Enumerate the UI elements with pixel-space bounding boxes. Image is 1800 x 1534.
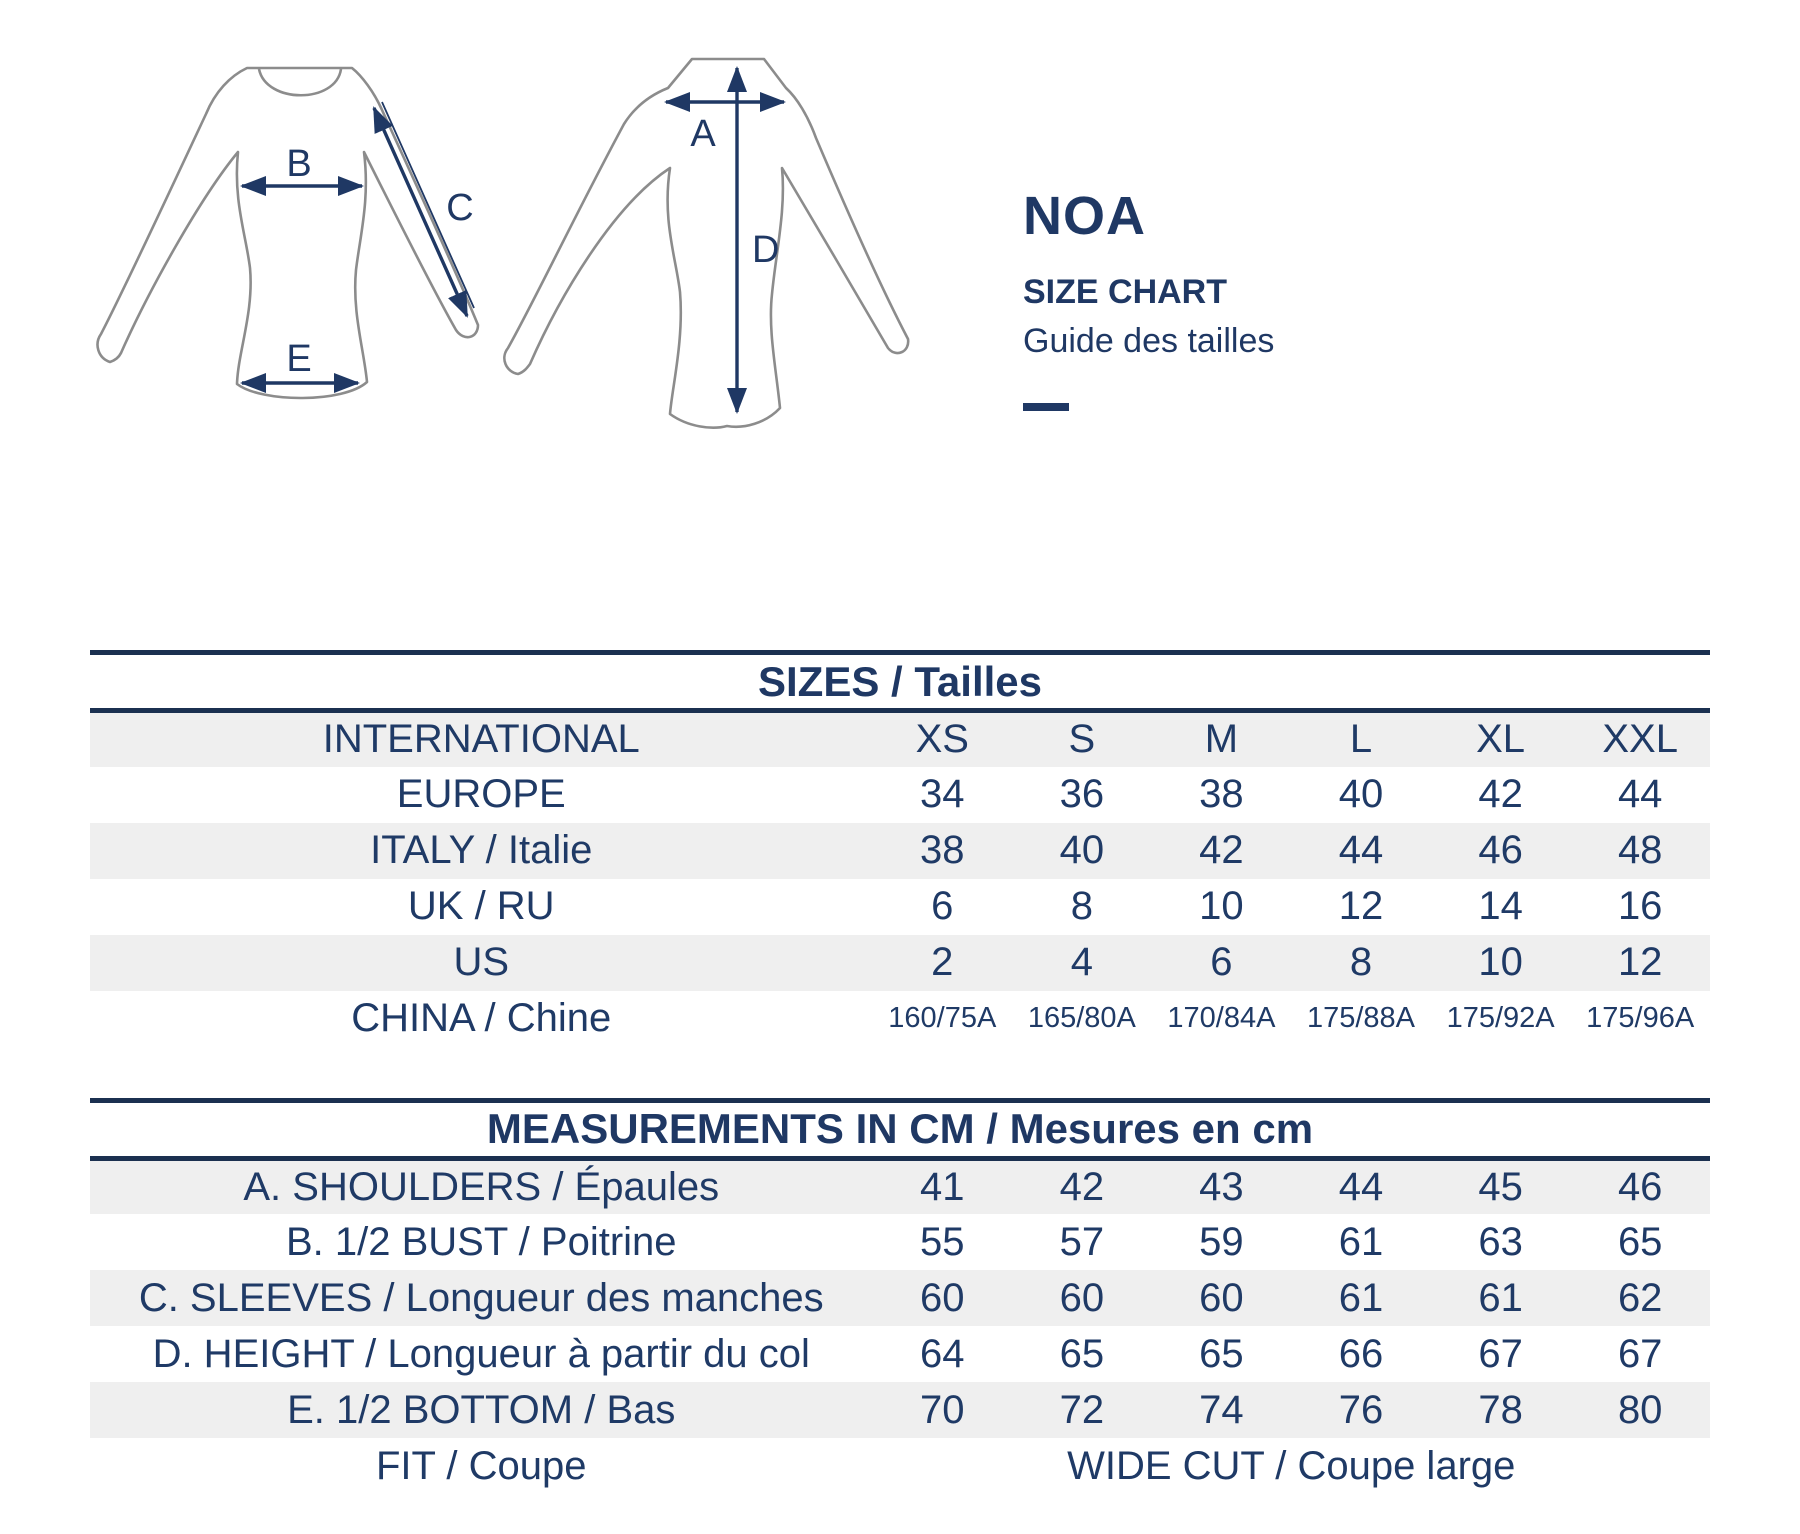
garment-measurement-diagram (0, 0, 980, 460)
measure-value: 42 (1012, 1158, 1152, 1214)
measure-value: 65 (1059, 1331, 1105, 1376)
size-value: 160/75A (888, 1002, 997, 1034)
size-value: 42 (1478, 772, 1523, 816)
measure-value: 61 (1338, 1219, 1384, 1264)
size-value: 175/96A (1586, 1002, 1695, 1034)
table-row-us (90, 935, 1710, 991)
measure-value: 61 (1431, 1270, 1571, 1326)
measure-value: 66 (1338, 1331, 1384, 1376)
measure-value: 70 (872, 1382, 1012, 1438)
measure-value: 78 (1431, 1382, 1571, 1438)
table-row-fit (90, 1438, 1710, 1494)
measure-c-label: C (446, 187, 474, 229)
tables-section (90, 650, 1710, 1494)
measure-value: 60 (1152, 1270, 1292, 1326)
measure-value: 59 (1199, 1219, 1244, 1264)
measure-a-label: A (690, 113, 716, 155)
measure-value: 60 (1012, 1270, 1152, 1326)
size-value: 14 (1478, 884, 1523, 928)
measure-value: 46 (1570, 1158, 1710, 1214)
size-value: 175/92A (1446, 1002, 1555, 1034)
sizes-table (90, 650, 1710, 1047)
size-value: 175/88A (1306, 1002, 1416, 1034)
size-value: L (1291, 711, 1431, 767)
row-label: FIT / Coupe (376, 1443, 587, 1488)
size-value: S (1012, 711, 1152, 767)
measure-value: 44 (1291, 1158, 1431, 1214)
measure-e-label: E (286, 338, 312, 380)
product-name: NOA (1023, 186, 1146, 246)
size-value: 6 (931, 884, 954, 928)
row-label: EUROPE (396, 772, 566, 816)
measure-value: 60 (872, 1270, 1012, 1326)
measure-value: 64 (920, 1331, 965, 1376)
size-value: 38 (872, 823, 1012, 879)
row-label: E. 1/2 BOTTOM / Bas (90, 1382, 872, 1438)
size-chart-heading: SIZE CHART (1023, 273, 1227, 311)
measurements-table (90, 1098, 1710, 1495)
size-value: 4 (1012, 935, 1152, 991)
measure-value: 74 (1152, 1382, 1292, 1438)
sizes-table-title: SIZES / Tailles (90, 653, 1710, 711)
measure-value: 45 (1431, 1158, 1571, 1214)
size-value: 34 (920, 772, 965, 816)
size-value: 46 (1431, 823, 1571, 879)
size-chart-subheading: Guide des tailles (1023, 322, 1275, 360)
table-row-sleeves (90, 1270, 1710, 1326)
size-value: 170/84A (1167, 1002, 1276, 1034)
size-value: 12 (1570, 935, 1710, 991)
size-value: 8 (1070, 884, 1093, 928)
size-value: 40 (1338, 772, 1384, 816)
table-row-height (90, 1326, 1710, 1382)
measure-value: 80 (1570, 1382, 1710, 1438)
table-row-bottom (90, 1382, 1710, 1438)
size-value: 16 (1617, 884, 1663, 928)
table-row-bust (90, 1214, 1710, 1270)
measure-b-label: B (286, 143, 312, 185)
sizes-table-header-row (90, 653, 1710, 711)
measure-value: 62 (1570, 1270, 1710, 1326)
size-value: 42 (1152, 823, 1292, 879)
row-label: ITALY / Italie (90, 823, 872, 879)
size-value: 10 (1199, 884, 1244, 928)
size-value: 44 (1291, 823, 1431, 879)
row-label: INTERNATIONAL (90, 711, 872, 767)
measure-value: 55 (920, 1219, 965, 1264)
measure-value: 65 (1617, 1219, 1663, 1264)
size-value: 36 (1059, 772, 1105, 816)
measure-value: 43 (1152, 1158, 1292, 1214)
measure-d-label: D (752, 229, 780, 271)
table-row-italy (90, 823, 1710, 879)
size-value: XL (1431, 711, 1571, 767)
measurements-table-title: MEASUREMENTS IN CM / Mesures en cm (90, 1100, 1710, 1158)
size-value: 165/80A (1027, 1002, 1136, 1034)
row-label: CHINA / Chine (351, 996, 612, 1040)
measure-value: 72 (1012, 1382, 1152, 1438)
measurements-table-header-row (90, 1100, 1710, 1158)
size-value: M (1152, 711, 1292, 767)
size-value: 6 (1152, 935, 1292, 991)
row-label: B. 1/2 BUST / Poitrine (285, 1219, 677, 1264)
measure-value: 41 (872, 1158, 1012, 1214)
measure-value: 65 (1199, 1331, 1244, 1376)
row-label: C. SLEEVES / Longueur des manches (90, 1270, 872, 1326)
table-row-shoulders (90, 1158, 1710, 1214)
table-row-china (90, 991, 1710, 1047)
measure-value: 63 (1478, 1219, 1523, 1264)
measure-value: 67 (1478, 1331, 1523, 1376)
row-label: A. SHOULDERS / Épaules (90, 1158, 872, 1214)
size-value: 38 (1199, 772, 1244, 816)
measure-value: 76 (1291, 1382, 1431, 1438)
size-value: 48 (1570, 823, 1710, 879)
size-value: XS (872, 711, 1012, 767)
row-label: UK / RU (407, 884, 555, 928)
table-row-europe (90, 767, 1710, 823)
size-value: XXL (1570, 711, 1710, 767)
measure-value: 57 (1059, 1219, 1105, 1264)
size-value: 12 (1338, 884, 1384, 928)
row-label: US (90, 935, 872, 991)
measure-value: 67 (1617, 1331, 1663, 1376)
fit-value: WIDE CUT / Coupe large (1067, 1443, 1516, 1488)
title-block (1023, 185, 1274, 411)
size-value: 8 (1291, 935, 1431, 991)
table-row-international (90, 711, 1710, 767)
size-value: 2 (872, 935, 1012, 991)
measure-value: 61 (1291, 1270, 1431, 1326)
row-label: D. HEIGHT / Longueur à partir du col (152, 1331, 810, 1376)
title-underline-dash (1023, 403, 1069, 411)
size-value: 40 (1012, 823, 1152, 879)
table-row-uk (90, 879, 1710, 935)
size-value: 44 (1617, 772, 1663, 816)
size-value: 10 (1431, 935, 1571, 991)
